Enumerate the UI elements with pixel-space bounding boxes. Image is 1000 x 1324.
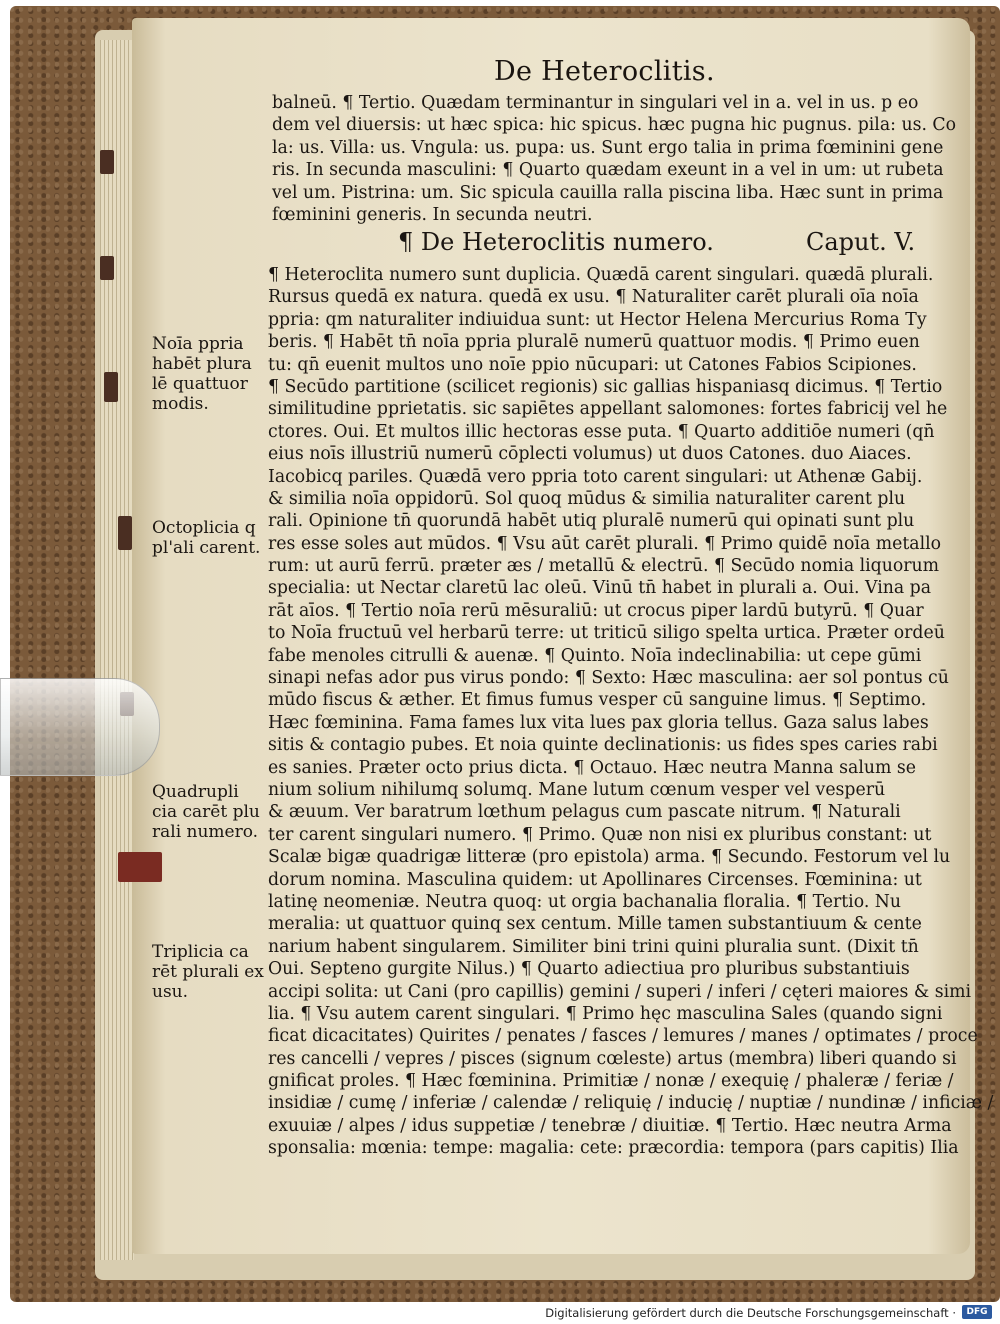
marginal-note-line: Triplicia ca: [152, 942, 249, 962]
text-line: es sanies. Præter octo prius dicta. ¶ Octauo. Hæc neutra Manna salum se: [268, 757, 916, 778]
marginal-note-line: habēt plura: [152, 354, 252, 374]
marginal-note-line: Quadrupli: [152, 782, 239, 802]
page-edges: [100, 40, 134, 1260]
text-line: ter carent singulari numero. ¶ Primo. Quæ non nisi ex pluribus constant: ut: [268, 824, 932, 845]
text-line: beris. ¶ Habēt tn̄ noīa ppria pluralē numerū quattuor modis. ¶ Primo euen: [268, 332, 920, 353]
marginal-note: [152, 782, 272, 842]
marginal-note: [152, 518, 272, 558]
edge-tab-red: [118, 852, 162, 882]
text-line: eius noīs illustriū numerū cōplecti volumus) ut duos Catones. duo Aiaces.: [268, 444, 912, 465]
text-line: narium habent singularem. Similiter bini trini quini pluralia sunt. (Dixit tn̄: [268, 936, 919, 957]
marginal-note-line: modis.: [152, 394, 209, 414]
text-line: fœminini generis. In secunda neutri.: [272, 204, 593, 225]
text-line: nium solium nihilumq solumq. Mane lutum cœnum vesper vel vesperū: [268, 779, 886, 800]
text-line: fabe menoles citrulli & auenæ. ¶ Quinto. Noīa indeclinabilia: ut cepe gūmi: [268, 645, 922, 666]
running-head: De Heteroclitis.: [494, 56, 715, 87]
text-line: to Noīa fructuū vel herbarū terre: ut triticū siligo spelta urtica. Præter ordeū: [268, 623, 945, 644]
text-line: exuuiæ / alpes / idus suppetiæ / tenebræ / diuitiæ. ¶ Tertio. Hæc neutra Arma: [268, 1115, 952, 1136]
chapter-heading: ¶ De Heteroclitis numero.: [398, 228, 714, 256]
edge-tab: [100, 150, 114, 174]
footer-credit: Digitalisierung gefördert durch die Deutsche Forschungsgemeinschaft ·: [545, 1306, 956, 1320]
text-line: ris. In secunda masculini: ¶ Quarto quædam exeunt in a vel in um: ut rubeta: [272, 160, 944, 181]
text-line: ¶ Secūdo partitione (scilicet regionis) sic gallias hispaniasq dicimus. ¶ Tertio: [268, 376, 943, 397]
text-line: vel um. Pistrina: um. Sic spicula cauilla ralla piscina liba. Hæc sunt in prima: [272, 182, 944, 203]
text-line: rum: ut aurū ferrū. præter æs / metallū & electrū. ¶ Secūdo nomia liquorum: [268, 556, 940, 577]
text-line: la: us. Villa: us. Vngula: us. pupa: us. Sunt ergo talia in prima fœminini gene: [272, 137, 944, 158]
text-line: insidiæ / cumę / inferiæ / calendæ / reliquię / inducię / nuptiæ / nundinæ / inficiæ /: [268, 1093, 994, 1114]
marginal-note: [152, 334, 272, 414]
text-line: accipi solita: ut Cani (pro capillis) gemini / superi / inferi / cęteri maiores & simi: [268, 981, 972, 1002]
marginal-note: [152, 942, 272, 1002]
marginal-note-line: rali numero.: [152, 822, 259, 842]
text-line: dorum nomina. Masculina quidem: ut Apollinares Circenses. Fœminina: ut: [268, 869, 922, 890]
text-line: rāt aīos. ¶ Tertio noīa rerū mēsuraliū: ut crocus piper lardū butyrū. ¶ Quar: [268, 600, 924, 621]
marginal-note-line: Noīa ppria: [152, 334, 244, 354]
text-line: latinę neomeniæ. Neutra quoq: ut orgia bachanalia floralia. ¶ Tertio. Nu: [268, 891, 902, 912]
text-line: Oui. Septeno gurgite Nilus.) ¶ Quarto adiectiua pro pluribus substantiuis: [268, 959, 910, 980]
text-line: Scalæ bigæ quadrigæ litteræ (pro epistola) arma. ¶ Secundo. Festorum vel lu: [268, 847, 951, 868]
glass-weight: [0, 678, 160, 776]
text-line: balneū. ¶ Tertio. Quædam terminantur in singulari vel in a. vel in us. p eo: [272, 93, 919, 113]
text-line: Hæc fœminina. Fama fames lux vita lues pax gloria tellus. Gaza salus labes: [268, 712, 929, 733]
text-line: meralia: ut quattuor quinq sex centum. Mille tamen substantiuum & cente: [268, 914, 922, 935]
text-line: Rursus quedā ex natura. quedā ex usu. ¶ Naturaliter carēt plurali oīa noīa: [268, 287, 919, 308]
footer: [0, 1302, 1000, 1324]
text-line: mūdo fiscus & æther. Et fimus fumus vesper cū sanguine limus. ¶ Septimo.: [268, 690, 927, 711]
edge-tab: [118, 516, 132, 550]
text-line: similitudine pprietatis. sic sapiētes appellant salomones: fortes fabricij vel he: [268, 399, 948, 420]
marginal-note-line: lē quattuor: [152, 374, 248, 394]
text-line: rali. Opinione tn̄ quorundā habēt utiq pluralē numerū qui opinati sunt plu: [268, 511, 915, 532]
text-line: sponsalia: mœnia: tempe: magalia: cete: præcordia: tempora (pars capitis) Ilia: [268, 1138, 959, 1159]
marginal-note-line: usu.: [152, 982, 189, 1002]
text-line: tu: qn̄ euenit multos uno noīe ppio nūcupari: ut Catones Fabios Scipiones.: [268, 354, 917, 375]
paragraph-2: [268, 264, 994, 1160]
text-line: res cancelli / vepres / pisces (signum cœleste) artus (membra) liberi quando si: [268, 1048, 957, 1069]
text-line: ctores. Oui. Et multos illic hectoras esse puta. ¶ Quarto additiōe numeri (qn̄: [268, 421, 935, 442]
edge-tab: [100, 256, 114, 280]
marginal-note-line: rēt plurali ex: [152, 962, 264, 982]
text-line: ¶ Heteroclita numero sunt duplicia. Quædā carent singulari. quædā plurali.: [268, 265, 934, 285]
text-line: sitis & contagio pubes. Et noia quinte declinationis: us fides spes caries rabi: [268, 735, 938, 756]
text-line: gnificat proles. ¶ Hæc fœminina. Primitiæ / nonæ / exequię / phaleræ / feriæ /: [268, 1071, 954, 1092]
marginal-note-line: cia carēt plu: [152, 802, 260, 822]
text-line: lia. ¶ Vsu autem carent singulari. ¶ Primo hęc masculina Sales (quando signi: [268, 1003, 943, 1024]
text-line: dem vel diuersis: ut hæc spica: hic spicus. hæc pugna hic pugnus. pila: us. Co: [272, 115, 957, 136]
paragraph-1: [272, 92, 957, 226]
marginal-note-line: Octoplicia q: [152, 518, 256, 538]
text-line: ppria: qm naturaliter indiuidua sunt: ut Hector Helena Mercurius Roma Ty: [268, 309, 927, 330]
text-line: specialia: ut Nectar claretū lac oleū. Vinū tn̄ habet in plurali a. Oui. Vina pa: [268, 578, 932, 599]
chapter-number: Caput. V.: [806, 228, 916, 256]
text-line: & æuum. Ver baratrum lœthum pelagus cum pascate nitrum. ¶ Naturali: [268, 802, 901, 823]
edge-tab: [104, 372, 118, 402]
text-line: res esse soles aut mūdos. ¶ Vsu aūt carēt plurali. ¶ Primo quidē noīa metallo: [268, 533, 942, 554]
dfg-logo: DFG: [962, 1305, 992, 1319]
text-line: & similia noīa oppidorū. Sol quoq mūdus & similia naturaliter carent plu: [268, 488, 906, 509]
text-line: sinapi nefas ador pus virus pondo: ¶ Sexto: Hæc masculina: aer sol pontus cū: [268, 668, 949, 689]
text-line: ficat dicacitates) Quirites / penates / fasces / lemures / manes / optimates / proce: [268, 1026, 978, 1047]
marginal-note-line: pl'ali carent.: [152, 538, 261, 558]
text-line: Iacobicq pariles. Quædā vero ppria toto carent singulari: ut Athenæ Gabij.: [268, 466, 923, 487]
